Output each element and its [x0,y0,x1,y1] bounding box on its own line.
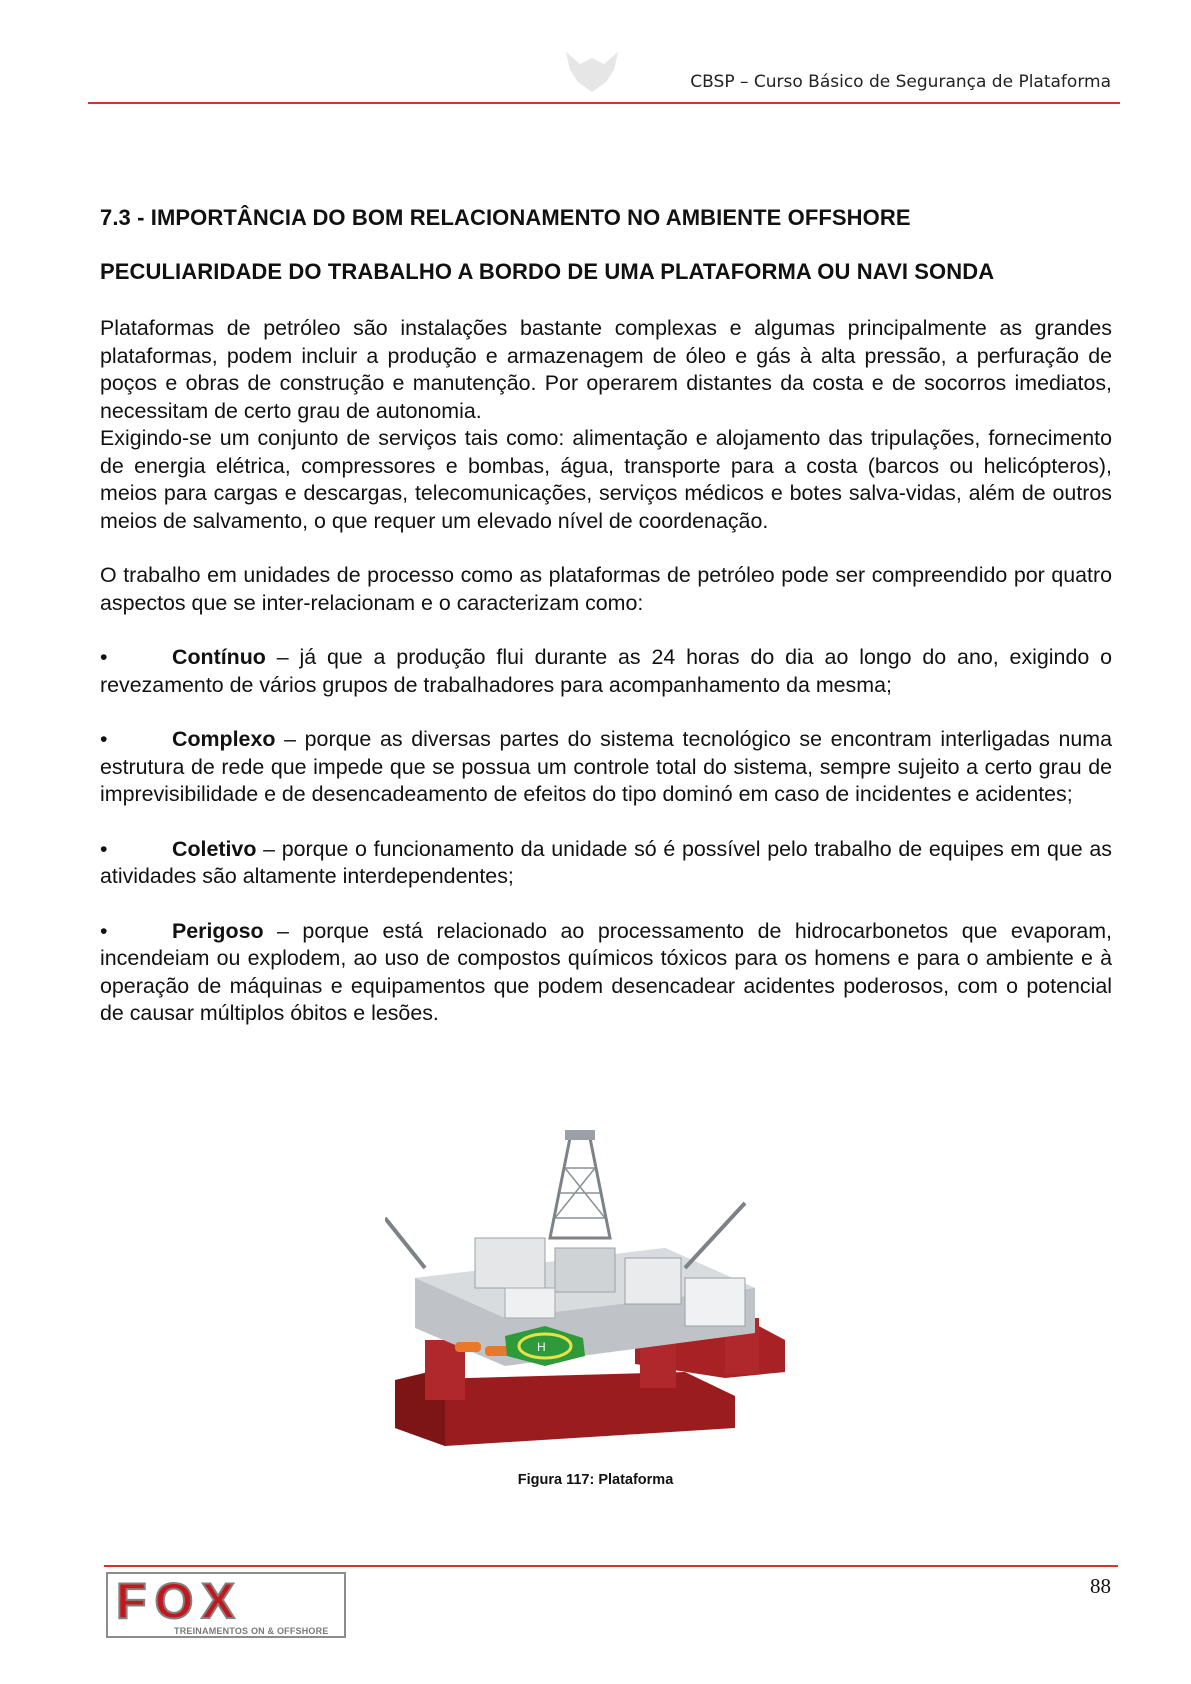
page-content [100,205,1112,1028]
offshore-platform-image [385,1128,825,1468]
page-number: 88 [1090,1574,1111,1598]
bullet-dot: • [100,645,108,669]
document-header-title: CBSP – Curso Básico de Segurança de Plataforma [690,72,1111,92]
bullet-term: Coletivo [172,836,257,861]
paragraph-1: Plataformas de petróleo são instalações bastante complexas e algumas principalmente as grandes plataformas, podem incluir a produção e armazenagem de óleo e gás à alta pressão, a perfuração de poços e obras de construção e manutenção. Por operarem distantes da costa e de socorros imediatos, necessitam de certo grau de autonomia. [100,316,1112,423]
bullet-item-complexo [100,726,1112,809]
bullet-item-perigoso [100,918,1112,1028]
fox-watermark-icon [562,48,622,96]
footer-divider [104,1565,1118,1567]
section-subheading: PECULIARIDADE DO TRABALHO A BORDO DE UMA PLATAFORMA OU NAVI SONDA [100,259,995,284]
fox-logo-text: FOX [116,1573,243,1629]
paragraph-2: Exigindo-se um conjunto de serviços tais como: alimentação e alojamento das tripulações, fornecimento de energia elétrica, compressores e bombas, água, transporte para a costa (barcos ou helicópteros), meios para cargas e descargas, telecomunicações, serviços médicos e botes salva-vidas, além de outros meios de salvamento, o que requer um elevado nível de coordenação. [100,426,1112,533]
bullet-text: – já que a produção flui durante as 24 horas do dia ao longo do ano, exigindo o revezamento de vários grupos de trabalhadores para acompanhamento da mesma; [100,645,1112,697]
header-divider [88,102,1120,104]
bullet-dot: • [100,918,108,943]
bullet-item-coletivo [100,836,1112,891]
figure-caption: Figura 117: Plataforma [517,1472,674,1488]
bullet-text: – porque o funcionamento da unidade só é possível pelo trabalho de equipes em que as atividades são altamente interdependentes; [100,836,1112,888]
bullet-text: – porque as diversas partes do sistema tecnológico se encontram interligadas numa estrutura de rede que impede que se possua um controle total do sistema, sempre sujeito a certo grau de imprevisibilidade e de desencadeamento de efeitos do tipo dominó em caso de incidentes e acidentes; [100,727,1112,806]
svg-text:H: H [537,1340,546,1354]
bullet-term: Perigoso [172,918,264,943]
paragraph-3: O trabalho em unidades de processo como as plataformas de petróleo pode ser compreendido por quatro aspectos que se inter-relacionam e o caracterizam como: [100,563,1112,615]
bullet-text: – porque está relacionado ao processamento de hidrocarbonetos que evaporam, incendeiam ou explodem, ao uso de compostos químicos tóxicos para os homens e para o ambiente e à operação de máquinas e equipamentos que podem desencadear acidentes poderosos, com o potencial de causar múltiplos óbitos e lesões. [100,918,1112,1025]
section-heading: 7.3 - IMPORTÂNCIA DO BOM RELACIONAMENTO NO AMBIENTE OFFSHORE [100,205,911,230]
bullet-dot: • [100,727,108,751]
fox-logo-tagline: TREINAMENTOS ON & OFFSHORE [174,1626,329,1636]
bullet-term: Complexo [172,727,276,751]
bullet-term: Contínuo [172,645,266,669]
bullet-item-continuo [100,644,1112,699]
bullet-dot: • [100,836,108,861]
